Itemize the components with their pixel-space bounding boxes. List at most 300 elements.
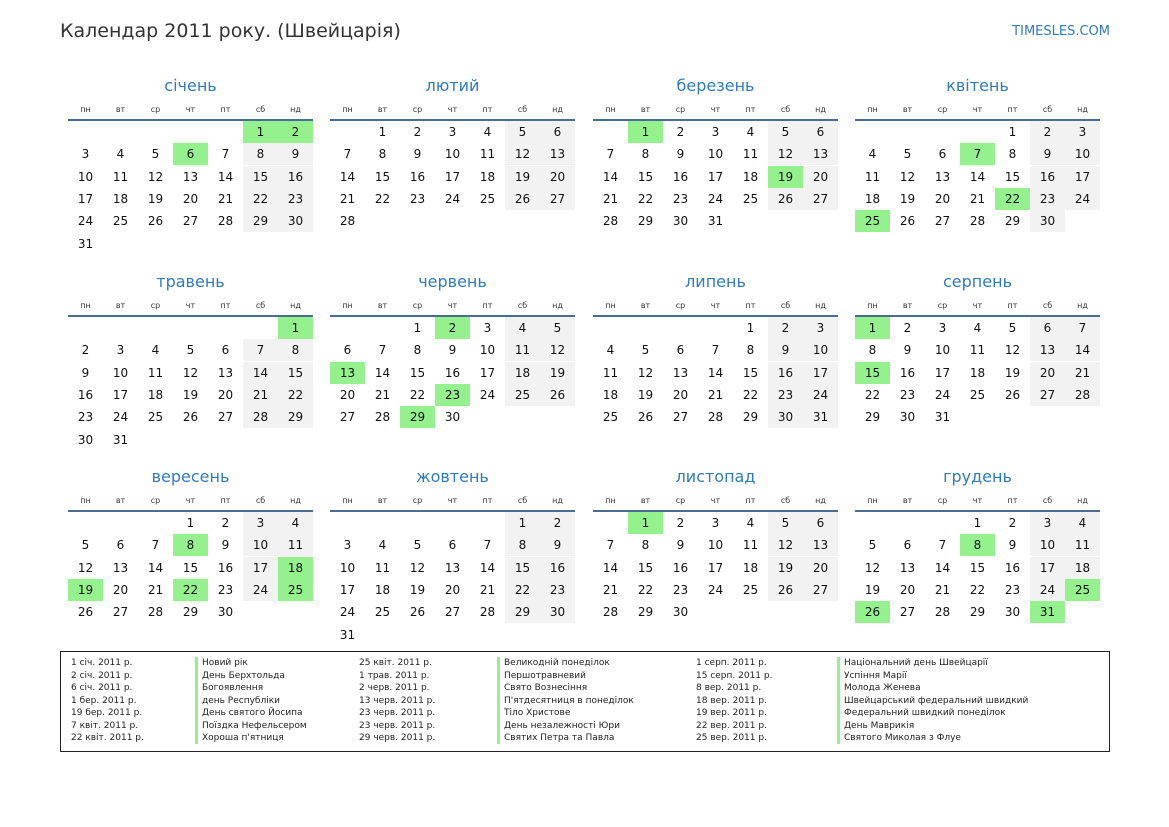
holiday-date: 1 січ. 2011 р. [71,658,133,668]
day-cell: 21 [934,582,951,597]
day-cell: 23 [77,410,94,425]
month-name: жовтень [416,467,489,486]
day-cell: 9 [278,143,313,165]
day-cell: 20 [803,557,838,579]
day-cell: 4 [378,538,387,553]
day-cell: 6 [803,512,838,534]
holiday-day-cell: 1 [243,121,278,143]
day-cell: 18 [147,387,164,402]
day-cell: 3 [1030,512,1065,534]
day-cell: 3 [243,512,278,534]
day-cell: 15 [637,169,654,184]
legend-marker [837,657,840,744]
weekday-label: сб [255,301,266,310]
weekday-label: ср [937,301,948,310]
day-cell: 9 [413,147,422,162]
day-cell: 10 [243,534,278,556]
day-cell: 16 [672,169,689,184]
holidays-legend [60,651,1110,752]
day-cell: 2 [1008,516,1017,530]
month-name: січень [164,76,217,95]
holiday-date: 25 вер. 2011 р. [696,733,767,743]
day-cell: 2 [676,125,685,139]
weekday-label: чт [972,301,983,310]
day-cell: 18 [742,169,759,184]
weekday-label: ср [150,496,161,505]
day-cell: 21 [1065,362,1100,384]
holiday-name: День Маврикія [844,720,915,731]
day-cell: 4 [746,516,755,530]
day-cell: 22 [637,582,654,597]
holiday-day-cell: 22 [173,579,208,601]
day-cell: 4 [746,125,755,139]
day-cell: 4 [278,512,313,534]
day-cell: 21 [602,191,619,206]
weekday-label: пн [867,301,878,310]
day-cell: 30 [1004,605,1021,620]
day-cell: 3 [711,516,720,530]
day-cell: 18 [112,191,129,206]
day-cell: 29 [182,605,199,620]
day-cell: 3 [938,321,947,335]
day-cell: 16 [278,166,313,188]
day-cell: 2 [81,343,90,358]
weekday-label: нд [290,105,301,114]
day-cell: 14 [147,560,164,575]
legend-dates-column [71,657,144,745]
day-cell: 24 [707,191,724,206]
weekday-label: чт [972,105,983,114]
day-cell: 12 [77,560,94,575]
day-cell: 21 [374,387,391,402]
day-cell: 7 [221,147,230,162]
holiday-name: П'ятдесятниця в понеділок [504,695,634,706]
site-link[interactable]: TIMESLES.COM [1012,24,1110,39]
day-cell: 19 [409,582,426,597]
weekday-label: вт [902,105,913,114]
day-cell: 14 [374,365,391,380]
day-cell: 8 [378,147,387,162]
holiday-day-cell: 8 [960,534,995,556]
holiday-day-cell: 13 [330,362,365,384]
day-cell: 10 [1065,143,1100,165]
day-cell: 12 [182,365,199,380]
holiday-day-cell: 1 [628,512,663,534]
day-cell: 19 [637,387,654,402]
day-cell: 29 [969,605,986,620]
day-cell: 9 [1008,538,1017,553]
day-cell: 25 [602,410,619,425]
weekday-label: сб [517,105,528,114]
day-cell: 3 [1065,121,1100,143]
day-cell: 6 [221,343,230,358]
day-cell: 12 [864,560,881,575]
day-cell: 7 [378,343,387,358]
day-cell: 26 [768,579,803,601]
weekday-label: пн [342,496,353,505]
day-cell: 13 [803,143,838,165]
holiday-name: Тіло Христове [504,708,571,718]
day-cell: 12 [505,143,540,165]
day-cell: 12 [768,143,803,165]
day-cell: 27 [803,188,838,210]
day-cell: 29 [742,410,759,425]
day-cell: 21 [147,582,164,597]
day-cell: 9 [676,538,685,553]
month-name: липень [685,272,746,291]
day-cell: 5 [151,147,160,162]
day-cell: 6 [676,343,685,358]
weekday-label: сб [780,105,791,114]
weekday-label: чт [447,301,458,310]
holiday-date: 7 квіт. 2011 р. [71,720,139,731]
day-cell: 28 [1065,384,1100,406]
month-name: серпень [943,272,1012,291]
day-cell: 30 [278,210,313,232]
day-cell: 23 [540,579,575,601]
month-name: березень [676,76,755,95]
day-cell: 25 [479,191,496,206]
day-cell: 20 [899,582,916,597]
day-cell: 6 [938,147,947,162]
weekday-label: пт [482,105,493,114]
day-cell: 18 [742,560,759,575]
holiday-date: 1 трав. 2011 р. [359,670,430,681]
day-cell: 14 [602,560,619,575]
day-cell: 5 [768,121,803,143]
weekday-label: вт [377,496,388,505]
holiday-day-cell: 2 [435,317,470,339]
weekday-label: пн [342,105,353,114]
weekday-label: пн [867,496,878,505]
weekday-label: пн [867,105,878,114]
day-cell: 27 [934,214,951,229]
day-cell: 25 [112,214,129,229]
day-cell: 8 [746,343,755,358]
weekday-label: вт [115,496,126,505]
weekday-label: вт [115,301,126,310]
day-cell: 16 [1004,560,1021,575]
day-cell: 7 [1065,317,1100,339]
holiday-day-cell: 19 [68,579,103,601]
holiday-name: Святого Миколая з Флуе [844,733,961,743]
month-name: лютий [425,76,480,95]
holiday-date: 1 бер. 2011 р. [71,695,137,706]
legend-dates-column [359,657,435,745]
day-cell: 16 [1030,166,1065,188]
day-cell: 4 [116,147,125,162]
holiday-day-cell: 1 [628,121,663,143]
holiday-day-cell: 31 [1030,601,1065,623]
weekday-label: чт [710,105,721,114]
day-cell: 12 [768,534,803,556]
day-cell: 21 [243,384,278,406]
day-cell: 30 [899,410,916,425]
weekday-label: нд [1077,301,1088,310]
day-cell: 26 [899,214,916,229]
day-cell: 14 [602,169,619,184]
weekday-label: чт [447,105,458,114]
day-cell: 15 [409,365,426,380]
day-cell: 22 [864,387,881,402]
weekday-label: сб [780,496,791,505]
day-cell: 24 [1030,579,1065,601]
day-cell: 27 [1030,384,1065,406]
weekday-label: чт [447,496,458,505]
holiday-name: Поїздка Нефельсером [202,720,307,731]
holiday-name: Успіння Марії [844,670,907,681]
day-cell: 10 [77,169,94,184]
day-cell: 3 [711,125,720,139]
weekday-label: пн [342,301,353,310]
day-cell: 5 [868,538,877,553]
weekday-label: сб [1042,301,1053,310]
day-cell: 11 [969,343,986,358]
holiday-day-cell: 7 [960,143,995,165]
weekday-label: нд [815,105,826,114]
day-cell: 29 [1004,214,1021,229]
holiday-day-cell: 25 [1065,579,1100,601]
day-cell: 31 [707,214,724,229]
weekday-label: пт [482,301,493,310]
day-cell: 27 [112,605,129,620]
day-cell: 16 [217,560,234,575]
weekday-label: пт [1007,105,1018,114]
holiday-name: Свято Вознесіння [504,683,588,693]
weekday-label: чт [185,496,196,505]
day-cell: 15 [182,560,199,575]
day-cell: 28 [602,214,619,229]
day-cell: 22 [374,191,391,206]
day-cell: 18 [505,362,540,384]
day-cell: 13 [112,560,129,575]
weekday-label: нд [290,496,301,505]
day-cell: 6 [116,538,125,553]
day-cell: 18 [1065,557,1100,579]
month-name: листопад [675,467,756,486]
day-cell: 19 [147,191,164,206]
day-cell: 31 [934,410,951,425]
holiday-date: 13 черв. 2011 р. [359,695,436,706]
holiday-name: День Берхтольда [202,670,285,681]
weekday-label: сб [255,105,266,114]
day-cell: 2 [1030,121,1065,143]
day-cell: 7 [938,538,947,553]
day-cell: 5 [186,343,195,358]
day-cell: 20 [339,387,356,402]
holiday-day-cell: 19 [768,166,803,188]
weekday-label: пн [605,301,616,310]
day-cell: 25 [742,191,759,206]
holiday-name: День святого Йосипа [202,708,303,718]
day-cell: 1 [378,125,387,139]
weekday-label: ср [937,496,948,505]
day-cell: 8 [505,534,540,556]
day-cell: 10 [707,147,724,162]
day-cell: 7 [606,147,615,162]
day-cell: 27 [182,214,199,229]
weekday-label: нд [1077,496,1088,505]
day-cell: 10 [112,365,129,380]
weekday-label: вт [377,105,388,114]
day-cell: 27 [339,410,356,425]
holiday-name: Новий рік [202,658,248,668]
holiday-day-cell: 26 [855,601,890,623]
holiday-date: 23 черв. 2011 р. [359,720,436,731]
page-title: Календар 2011 року. (Швейцарія) [60,20,401,42]
day-cell: 26 [147,214,164,229]
day-cell: 28 [339,214,356,229]
weekday-label: сб [1042,496,1053,505]
weekday-label: вт [640,301,651,310]
weekday-label: ср [150,105,161,114]
day-cell: 22 [409,387,426,402]
weekday-label: вт [640,496,651,505]
day-cell: 5 [1008,321,1017,335]
day-cell: 28 [217,214,234,229]
weekday-label: ср [937,105,948,114]
day-cell: 9 [676,147,685,162]
day-cell: 6 [343,343,352,358]
day-cell: 30 [672,214,689,229]
day-cell: 31 [77,236,94,251]
legend-dates-column [696,657,772,745]
day-cell: 28 [969,214,986,229]
weekday-label: ср [412,105,423,114]
holiday-date: 18 вер. 2011 р. [696,695,767,706]
holiday-day-cell: 29 [400,406,435,428]
weekday-label: пт [745,105,756,114]
day-cell: 6 [448,538,457,553]
holiday-date: 19 бер. 2011 р. [71,708,143,718]
day-cell: 21 [602,582,619,597]
day-cell: 30 [672,605,689,620]
day-cell: 27 [899,605,916,620]
day-cell: 20 [112,582,129,597]
month-name: вересень [151,467,230,486]
day-cell: 25 [374,605,391,620]
day-cell: 14 [707,365,724,380]
day-cell: 14 [339,169,356,184]
legend-names-column [202,657,307,745]
holiday-date: 29 черв. 2011 р. [359,733,436,743]
day-cell: 18 [602,387,619,402]
day-cell: 15 [374,169,391,184]
holiday-day-cell: 8 [173,534,208,556]
weekday-label: ср [675,496,686,505]
holiday-date: 22 вер. 2011 р. [696,720,767,731]
day-cell: 11 [147,365,164,380]
day-cell: 16 [899,365,916,380]
day-cell: 19 [182,387,199,402]
day-cell: 23 [217,582,234,597]
day-cell: 19 [1004,365,1021,380]
weekday-label: пн [605,496,616,505]
day-cell: 13 [1030,339,1065,361]
day-cell: 10 [339,560,356,575]
day-cell: 15 [1004,169,1021,184]
month-name: грудень [943,467,1012,486]
day-cell: 28 [479,605,496,620]
holiday-day-cell: 23 [435,384,470,406]
weekday-label: вт [902,301,913,310]
weekday-label: пн [80,105,91,114]
holiday-date: 19 вер. 2011 р. [696,708,767,718]
day-cell: 20 [1030,362,1065,384]
day-cell: 20 [444,582,461,597]
day-cell: 23 [672,191,689,206]
day-cell: 7 [243,339,278,361]
day-cell: 14 [934,560,951,575]
day-cell: 15 [742,365,759,380]
day-cell: 20 [182,191,199,206]
day-cell: 17 [77,191,94,206]
day-cell: 4 [868,147,877,162]
day-cell: 29 [637,605,654,620]
day-cell: 23 [1030,188,1065,210]
weekday-label: ср [412,496,423,505]
day-cell: 1 [413,321,422,335]
day-cell: 24 [479,387,496,402]
day-cell: 2 [221,516,230,530]
holiday-date: 22 квіт. 2011 р. [71,733,144,743]
weekday-label: ср [150,301,161,310]
day-cell: 22 [969,582,986,597]
weekday-label: чт [710,496,721,505]
holiday-name: Федеральний швидкий понеділок [844,708,1006,718]
day-cell: 24 [243,579,278,601]
holiday-day-cell: 15 [855,362,890,384]
day-cell: 20 [217,387,234,402]
day-cell: 13 [803,534,838,556]
day-cell: 12 [540,339,575,361]
day-cell: 14 [243,362,278,384]
day-cell: 14 [479,560,496,575]
day-cell: 9 [221,538,230,553]
day-cell: 22 [278,384,313,406]
holiday-day-cell: 1 [855,317,890,339]
day-cell: 13 [934,169,951,184]
day-cell: 10 [1030,534,1065,556]
day-cell: 23 [672,582,689,597]
holiday-day-cell: 2 [278,121,313,143]
day-cell: 23 [1004,582,1021,597]
day-cell: 7 [483,538,492,553]
day-cell: 18 [374,582,391,597]
month-name: квітень [946,76,1009,95]
day-cell: 24 [112,410,129,425]
holiday-date: 2 черв. 2011 р. [359,683,430,693]
day-cell: 20 [803,166,838,188]
weekday-label: вт [115,105,126,114]
day-cell: 9 [81,365,90,380]
weekday-label: сб [517,301,528,310]
holiday-date: 2 січ. 2011 р. [71,670,133,681]
day-cell: 26 [77,605,94,620]
day-cell: 7 [606,538,615,553]
day-cell: 17 [444,169,461,184]
day-cell: 21 [217,191,234,206]
day-cell: 15 [637,560,654,575]
holiday-name: Хороша п'ятниця [202,733,284,743]
day-cell: 17 [112,387,129,402]
weekday-label: ср [412,301,423,310]
day-cell: 3 [483,321,492,335]
day-cell: 15 [243,166,278,188]
holiday-name: Молода Женева [844,683,921,693]
weekday-label: чт [972,496,983,505]
weekday-label: вт [640,105,651,114]
